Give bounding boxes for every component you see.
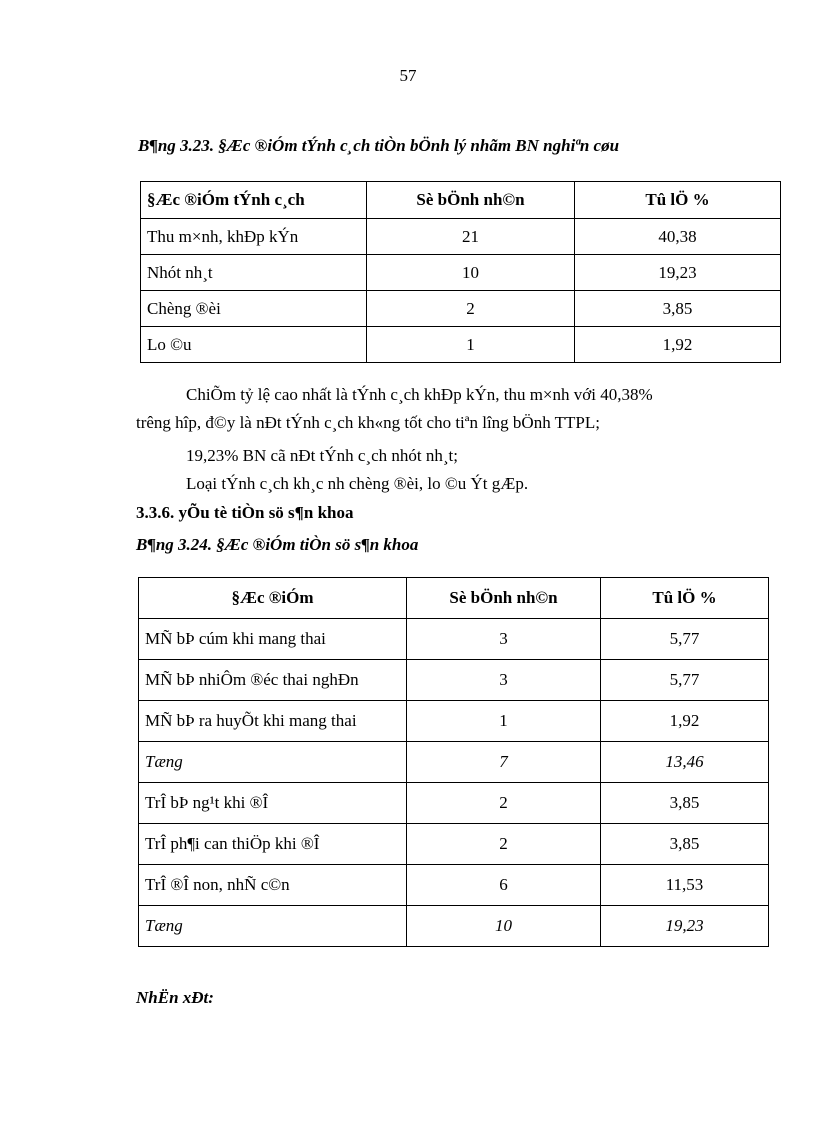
table1-cell-trait: Lo ©u	[141, 327, 367, 363]
table2-cell-count: 3	[407, 619, 601, 660]
table1-header-trait: §Æc ®iÓm tÝnh c¸ch	[141, 182, 367, 219]
table1-cell-count: 21	[367, 219, 575, 255]
table2-cell-percent: 1,92	[601, 701, 769, 742]
table2-cell-count: 7	[407, 742, 601, 783]
table1-cell-percent: 40,38	[575, 219, 781, 255]
table2-cell-count: 2	[407, 783, 601, 824]
table2-cell-feature: Tæng	[139, 906, 407, 947]
table-row	[139, 701, 769, 742]
table2-header-row	[139, 578, 769, 619]
paragraph-line: Loại tÝnh c¸ch kh¸c nh chèng ®èi, lo ©u Ýt gÆp.	[186, 474, 529, 493]
table2-caption: B¶ng 3.24. §Æc ®iÓm tiÒn sö s¶n khoa	[136, 535, 419, 554]
table1-caption: B¶ng 3.23. §Æc ®iÓm tÝnh c¸ch tiÒn bÖnh lý nhãm BN nghiªn cøu	[138, 136, 620, 155]
table1-cell-percent: 3,85	[575, 291, 781, 327]
table1-cell-count: 2	[367, 291, 575, 327]
table2-cell-feature: MÑ bÞ ra huyÕt khi mang thai	[139, 701, 407, 742]
table2-cell-percent: 3,85	[601, 824, 769, 865]
table-row	[139, 824, 769, 865]
table2-cell-feature: TrÎ bÞ ng¹t khi ®Î	[139, 783, 407, 824]
remarks-label: NhËn xÐt:	[136, 988, 214, 1007]
paragraph-line: trêng hîp, đ©y là nÐt tÝnh c¸ch kh«ng tốt cho tiªn lîng bÖnh TTPL;	[136, 413, 600, 432]
table2-cell-count: 1	[407, 701, 601, 742]
table2-cell-percent: 13,46	[601, 742, 769, 783]
table2-cell-percent: 19,23	[601, 906, 769, 947]
paragraph-line: ChiÕm tỷ lệ cao nhất là tÝnh c¸ch khÐp kÝn, thu m×nh với 40,38%	[186, 385, 653, 404]
table1-cell-count: 10	[367, 255, 575, 291]
table-row	[141, 291, 781, 327]
table1-cell-trait: Nhót nh¸t	[141, 255, 367, 291]
table1-header-percent: Tû lÖ %	[575, 182, 781, 219]
table2-cell-percent: 3,85	[601, 783, 769, 824]
table1-personality-traits	[140, 181, 781, 363]
table1-cell-trait: Chèng ®èi	[141, 291, 367, 327]
table1-cell-trait: Thu m×nh, khÐp kÝn	[141, 219, 367, 255]
page-number: 57	[399, 66, 417, 85]
paragraph-line: 19,23% BN cã nÐt tÝnh c¸ch nhót nh¸t;	[186, 446, 458, 465]
table2-cell-count: 10	[407, 906, 601, 947]
table-row	[141, 255, 781, 291]
table-row	[141, 219, 781, 255]
table-row	[139, 865, 769, 906]
table-row	[139, 619, 769, 660]
table-row-total	[139, 906, 769, 947]
table2-cell-percent: 11,53	[601, 865, 769, 906]
table-row	[139, 783, 769, 824]
table2-obstetric-history	[138, 577, 769, 947]
table1-cell-percent: 1,92	[575, 327, 781, 363]
table-row	[139, 660, 769, 701]
table2-cell-count: 2	[407, 824, 601, 865]
table1-cell-count: 1	[367, 327, 575, 363]
table2-cell-feature: MÑ bÞ cúm khi mang thai	[139, 619, 407, 660]
table2-header-feature: §Æc ®iÓm	[139, 578, 407, 619]
table2-header-count: Sè bÖnh nh©n	[407, 578, 601, 619]
table2-cell-feature: Tæng	[139, 742, 407, 783]
table2-cell-percent: 5,77	[601, 660, 769, 701]
table1-header-row	[141, 182, 781, 219]
section-heading: 3.3.6. yÕu tè tiÒn sö s¶n khoa	[136, 503, 354, 522]
table2-cell-count: 6	[407, 865, 601, 906]
table-row-total	[139, 742, 769, 783]
table2-cell-feature: TrÎ ph¶i can thiÖp khi ®Î	[139, 824, 407, 865]
table2-cell-feature: MÑ bÞ nhiÔm ®éc thai nghÐn	[139, 660, 407, 701]
table2-cell-feature: TrÎ ®Î non, nhÑ c©n	[139, 865, 407, 906]
table2-header-percent: Tû lÖ %	[601, 578, 769, 619]
table2-cell-percent: 5,77	[601, 619, 769, 660]
table2-cell-count: 3	[407, 660, 601, 701]
table-row	[141, 327, 781, 363]
table1-cell-percent: 19,23	[575, 255, 781, 291]
table1-header-count: Sè bÖnh nh©n	[367, 182, 575, 219]
